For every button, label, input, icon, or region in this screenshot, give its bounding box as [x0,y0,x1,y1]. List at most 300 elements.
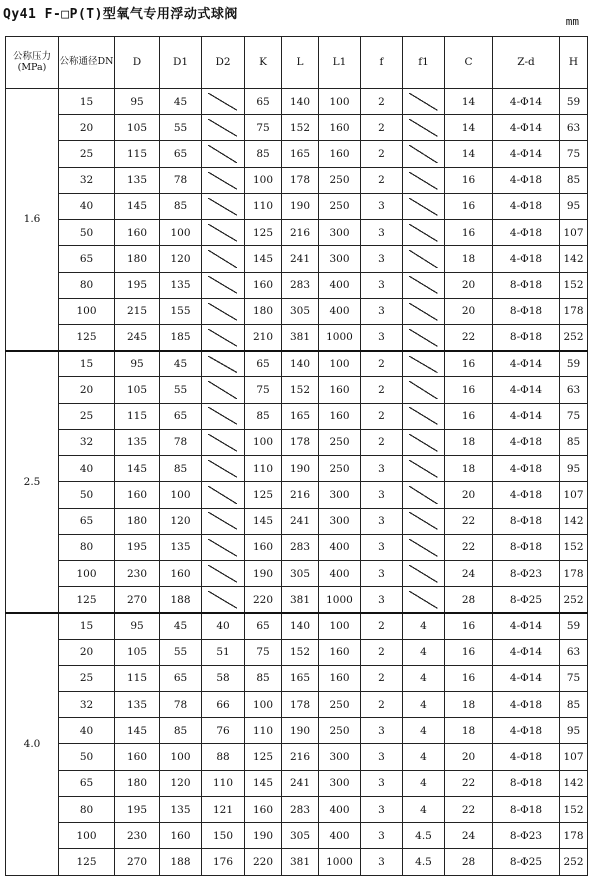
table-cell: 195 [115,534,160,560]
table-cell: 75 [245,377,282,403]
table-cell: 4-Φ18 [493,167,560,193]
table-cell: 15 [59,613,115,639]
header-row [6,37,588,89]
table-cell: 210 [245,324,282,350]
table-cell: 160 [245,534,282,560]
table-cell: 95 [115,351,160,377]
table-cell: 3 [361,849,403,876]
table-cell: 4-Φ14 [493,351,560,377]
table-cell: 135 [160,796,202,822]
table-row [6,377,588,403]
table-cell: 152 [560,272,588,298]
table-cell: 160 [319,639,361,665]
not-applicable-cell [202,403,245,429]
table-cell: 80 [59,796,115,822]
not-applicable-cell [403,508,445,534]
table-cell: 63 [560,115,588,141]
table-cell: 76 [202,718,245,744]
table-cell: 18 [445,456,493,482]
not-applicable-cell [202,508,245,534]
table-cell: 140 [282,613,319,639]
table-cell: 16 [445,403,493,429]
table-cell: 100 [245,429,282,455]
header-l1: L1 [319,37,361,89]
table-cell: 220 [245,849,282,876]
table-cell: 75 [560,665,588,691]
table-cell: 75 [560,403,588,429]
table-cell: 135 [115,429,160,455]
table-cell: 195 [115,272,160,298]
table-cell: 55 [160,639,202,665]
table-cell: 51 [202,639,245,665]
table-cell: 121 [202,796,245,822]
table-cell: 50 [59,744,115,770]
table-cell: 142 [560,246,588,272]
not-applicable-cell [403,89,445,115]
table-row [6,89,588,115]
table-cell: 188 [160,587,202,613]
table-cell: 16 [445,665,493,691]
table-cell: 2 [361,351,403,377]
table-cell: 32 [59,429,115,455]
table-cell: 185 [160,324,202,350]
not-applicable-cell [403,456,445,482]
pressure-cell: 4.0 [6,613,59,876]
table-cell: 85 [560,429,588,455]
table-cell: 165 [282,665,319,691]
table-cell: 120 [160,246,202,272]
table-cell: 100 [319,351,361,377]
table-cell: 78 [160,429,202,455]
table-cell: 250 [319,456,361,482]
table-cell: 178 [282,167,319,193]
header-f1: f1 [403,37,445,89]
table-cell: 1000 [319,849,361,876]
table-cell: 65 [245,89,282,115]
table-cell: 135 [160,534,202,560]
table-cell: 252 [560,587,588,613]
table-cell: 8-Φ25 [493,587,560,613]
table-cell: 125 [245,482,282,508]
table-cell: 3 [361,193,403,219]
dimensions-table [5,36,588,876]
table-row [6,403,588,429]
table-cell: 20 [59,115,115,141]
table-cell: 16 [445,220,493,246]
table-cell: 15 [59,351,115,377]
table-row [6,167,588,193]
table-cell: 250 [319,692,361,718]
table-cell: 3 [361,246,403,272]
table-cell: 8-Φ23 [493,560,560,586]
not-applicable-cell [202,272,245,298]
table-cell: 4-Φ18 [493,744,560,770]
table-cell: 20 [59,377,115,403]
table-cell: 85 [245,665,282,691]
table-cell: 178 [282,429,319,455]
table-cell: 3 [361,770,403,796]
table-cell: 283 [282,272,319,298]
header-l: L [282,37,319,89]
table-cell: 66 [202,692,245,718]
table-cell: 135 [115,167,160,193]
table-cell: 2 [361,692,403,718]
table-cell: 270 [115,849,160,876]
pressure-cell: 2.5 [6,351,59,613]
table-cell: 78 [160,692,202,718]
table-cell: 3 [361,718,403,744]
table-cell: 63 [560,639,588,665]
not-applicable-cell [403,377,445,403]
table-cell: 16 [445,193,493,219]
table-cell: 4-Φ18 [493,692,560,718]
not-applicable-cell [403,429,445,455]
table-cell: 125 [245,744,282,770]
table-cell: 3 [361,456,403,482]
table-cell: 4 [403,770,445,796]
table-cell: 252 [560,324,588,350]
table-cell: 85 [245,403,282,429]
table-cell: 25 [59,665,115,691]
table-cell: 178 [560,823,588,849]
table-cell: 3 [361,560,403,586]
table-cell: 80 [59,272,115,298]
table-row [6,115,588,141]
table-cell: 2 [361,377,403,403]
table-cell: 176 [202,849,245,876]
table-row [6,456,588,482]
header-f: f [361,37,403,89]
table-cell: 20 [445,272,493,298]
table-cell: 22 [445,770,493,796]
table-cell: 8-Φ18 [493,324,560,350]
table-cell: 250 [319,718,361,744]
table-cell: 4-Φ14 [493,665,560,691]
table-cell: 32 [59,692,115,718]
table-cell: 2 [361,141,403,167]
not-applicable-cell [202,482,245,508]
table-cell: 100 [59,560,115,586]
table-cell: 180 [115,246,160,272]
table-cell: 110 [245,193,282,219]
table-body [6,89,588,876]
table-cell: 152 [560,534,588,560]
table-cell: 152 [282,639,319,665]
table-cell: 140 [282,89,319,115]
table-cell: 160 [245,272,282,298]
not-applicable-cell [202,115,245,141]
table-cell: 180 [115,508,160,534]
table-cell: 100 [160,482,202,508]
table-cell: 59 [560,89,588,115]
table-cell: 125 [245,220,282,246]
table-row [6,351,588,377]
table-cell: 32 [59,167,115,193]
table-cell: 2 [361,665,403,691]
table-row [6,324,588,350]
table-cell: 4-Φ14 [493,141,560,167]
table-cell: 110 [245,718,282,744]
table-cell: 155 [160,298,202,324]
table-cell: 165 [282,141,319,167]
table-cell: 3 [361,508,403,534]
table-cell: 100 [160,744,202,770]
table-cell: 140 [282,351,319,377]
table-cell: 85 [560,692,588,718]
unit-label: mm [565,15,579,28]
table-cell: 63 [560,377,588,403]
table-cell: 95 [115,89,160,115]
header-dn: 公称通径DN [59,37,115,89]
table-row [6,744,588,770]
table-cell: 100 [59,823,115,849]
table-cell: 20 [59,639,115,665]
table-cell: 283 [282,796,319,822]
table-cell: 80 [59,534,115,560]
table-cell: 400 [319,823,361,849]
not-applicable-cell [403,246,445,272]
table-cell: 216 [282,744,319,770]
table-row [6,141,588,167]
table-cell: 65 [160,665,202,691]
table-cell: 8-Φ18 [493,508,560,534]
table-cell: 305 [282,560,319,586]
not-applicable-cell [403,534,445,560]
table-row [6,272,588,298]
table-cell: 241 [282,770,319,796]
header-k: K [245,37,282,89]
table-cell: 216 [282,220,319,246]
not-applicable-cell [403,272,445,298]
table-cell: 125 [59,324,115,350]
table-cell: 160 [245,796,282,822]
table-row [6,193,588,219]
table-cell: 4 [403,744,445,770]
table-cell: 160 [115,482,160,508]
table-cell: 4-Φ14 [493,377,560,403]
table-cell: 59 [560,613,588,639]
not-applicable-cell [202,193,245,219]
table-cell: 45 [160,351,202,377]
table-row [6,298,588,324]
table-cell: 160 [115,744,160,770]
not-applicable-cell [202,246,245,272]
table-cell: 28 [445,587,493,613]
table-cell: 250 [319,429,361,455]
not-applicable-cell [202,560,245,586]
table-cell: 188 [160,849,202,876]
table-cell: 107 [560,744,588,770]
table-cell: 3 [361,324,403,350]
table-cell: 150 [202,823,245,849]
table-cell: 4 [403,665,445,691]
table-cell: 305 [282,823,319,849]
table-cell: 45 [160,613,202,639]
table-cell: 165 [282,403,319,429]
table-cell: 40 [59,718,115,744]
table-cell: 65 [59,246,115,272]
table-cell: 107 [560,220,588,246]
table-cell: 16 [445,613,493,639]
not-applicable-cell [403,482,445,508]
table-cell: 190 [282,193,319,219]
table-row [6,770,588,796]
table-row [6,692,588,718]
table-cell: 75 [560,141,588,167]
header-pressure: 公称压力(MPa) [6,37,59,89]
table-cell: 3 [361,272,403,298]
table-cell: 142 [560,770,588,796]
table-cell: 160 [319,115,361,141]
not-applicable-cell [403,298,445,324]
table-cell: 55 [160,115,202,141]
table-cell: 3 [361,823,403,849]
table-row [6,482,588,508]
table-cell: 14 [445,141,493,167]
table-cell: 2 [361,115,403,141]
table-cell: 4-Φ14 [493,639,560,665]
table-cell: 145 [245,508,282,534]
table-cell: 300 [319,220,361,246]
table-cell: 65 [160,403,202,429]
table-cell: 110 [245,456,282,482]
table-cell: 300 [319,770,361,796]
header-d: D [115,37,160,89]
not-applicable-cell [202,220,245,246]
table-cell: 4-Φ18 [493,429,560,455]
table-cell: 16 [445,351,493,377]
not-applicable-cell [202,141,245,167]
table-cell: 18 [445,692,493,718]
table-cell: 4-Φ14 [493,115,560,141]
table-cell: 152 [560,796,588,822]
table-cell: 160 [319,377,361,403]
table-cell: 65 [245,613,282,639]
table-cell: 100 [160,220,202,246]
table-cell: 40 [59,456,115,482]
table-cell: 145 [245,246,282,272]
table-cell: 15 [59,89,115,115]
not-applicable-cell [403,324,445,350]
table-cell: 283 [282,534,319,560]
table-cell: 75 [245,115,282,141]
table-cell: 110 [202,770,245,796]
table-row [6,849,588,876]
table-cell: 230 [115,823,160,849]
table-cell: 4-Φ18 [493,718,560,744]
page-title: Qy41 F-□P(T)型氧气专用浮动式球阀 [3,7,238,22]
table-cell: 1000 [319,587,361,613]
table-cell: 14 [445,115,493,141]
table-cell: 3 [361,220,403,246]
table-cell: 16 [445,167,493,193]
table-cell: 85 [560,167,588,193]
table-cell: 4-Φ14 [493,613,560,639]
table-cell: 381 [282,587,319,613]
table-cell: 65 [245,351,282,377]
table-cell: 28 [445,849,493,876]
table-cell: 300 [319,246,361,272]
table-cell: 95 [115,613,160,639]
table-cell: 145 [115,718,160,744]
table-cell: 270 [115,587,160,613]
table-cell: 40 [202,613,245,639]
table-row [6,246,588,272]
table-cell: 230 [115,560,160,586]
table-cell: 107 [560,482,588,508]
not-applicable-cell [403,351,445,377]
not-applicable-cell [403,141,445,167]
table-cell: 115 [115,141,160,167]
table-cell: 400 [319,560,361,586]
table-cell: 190 [282,718,319,744]
table-cell: 1000 [319,324,361,350]
header-c: C [445,37,493,89]
table-cell: 55 [160,377,202,403]
table-row [6,823,588,849]
table-cell: 4.5 [403,849,445,876]
table-cell: 400 [319,272,361,298]
table-cell: 3 [361,587,403,613]
table-cell: 59 [560,351,588,377]
table-cell: 105 [115,377,160,403]
table-cell: 145 [115,456,160,482]
not-applicable-cell [403,587,445,613]
table-cell: 160 [319,665,361,691]
table-cell: 125 [59,587,115,613]
table-cell: 8-Φ18 [493,796,560,822]
not-applicable-cell [202,324,245,350]
table-cell: 22 [445,324,493,350]
table-cell: 241 [282,508,319,534]
table-cell: 105 [115,115,160,141]
table-cell: 4-Φ14 [493,403,560,429]
table-cell: 142 [560,508,588,534]
not-applicable-cell [403,403,445,429]
not-applicable-cell [202,587,245,613]
table-cell: 195 [115,796,160,822]
table-cell: 3 [361,534,403,560]
table-cell: 18 [445,718,493,744]
table-cell: 22 [445,508,493,534]
table-cell: 2 [361,403,403,429]
table-cell: 24 [445,823,493,849]
table-cell: 100 [319,89,361,115]
table-cell: 300 [319,744,361,770]
not-applicable-cell [202,377,245,403]
table-cell: 78 [160,167,202,193]
table-cell: 18 [445,429,493,455]
table-cell: 24 [445,560,493,586]
table-cell: 22 [445,796,493,822]
not-applicable-cell [202,534,245,560]
table-cell: 58 [202,665,245,691]
table-cell: 22 [445,534,493,560]
table-cell: 250 [319,167,361,193]
table-cell: 120 [160,770,202,796]
table-cell: 100 [319,613,361,639]
table-cell: 4-Φ18 [493,482,560,508]
table-cell: 20 [445,744,493,770]
not-applicable-cell [202,298,245,324]
table-cell: 215 [115,298,160,324]
table-cell: 2 [361,167,403,193]
table-cell: 100 [59,298,115,324]
table-cell: 241 [282,246,319,272]
table-cell: 50 [59,220,115,246]
table-cell: 95 [560,718,588,744]
table-cell: 20 [445,298,493,324]
